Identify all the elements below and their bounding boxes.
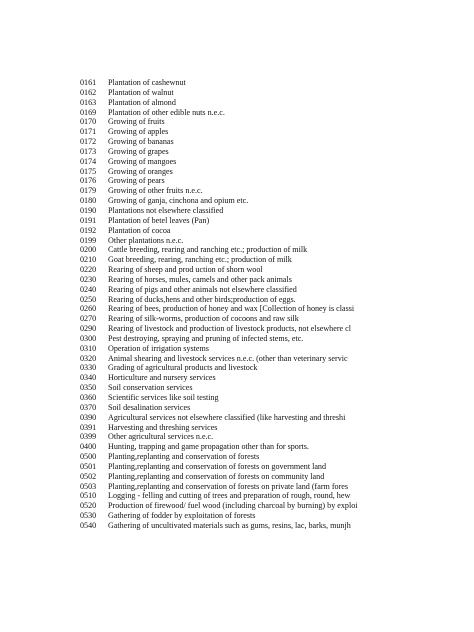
list-item — [80, 186, 470, 196]
list-item — [80, 117, 470, 127]
list-item — [80, 511, 470, 521]
industry-code: 0180 — [80, 196, 97, 206]
list-item — [80, 157, 470, 167]
list-item — [80, 432, 470, 442]
industry-description: Growing of mangoes — [108, 156, 177, 166]
industry-code: 0210 — [80, 255, 97, 265]
list-item — [80, 255, 470, 265]
list-item — [80, 127, 470, 137]
list-item — [80, 206, 470, 216]
list-item — [80, 491, 470, 501]
list-item — [80, 108, 470, 118]
list-item — [80, 226, 470, 236]
industry-description: Rearing of livestock and production of livestock products, not elsewhere cl — [108, 324, 351, 334]
industry-description: Rearing of bees, production of honey and wax [Collection of honey is classi — [108, 304, 355, 314]
industry-code: 0173 — [80, 146, 97, 156]
industry-description: Operation of irrigation systems — [108, 343, 209, 353]
industry-code: 0200 — [80, 245, 97, 255]
industry-code: 0400 — [80, 442, 97, 452]
industry-code: 0330 — [80, 363, 97, 373]
industry-description: Planting,replanting and conservation of forests on community land — [108, 471, 325, 481]
list-item — [80, 413, 470, 423]
industry-description: Planting,replanting and conservation of forests on private land (farm fores — [108, 481, 349, 491]
list-item — [80, 176, 470, 186]
list-item — [80, 88, 470, 98]
industry-code: 0340 — [80, 373, 97, 383]
industry-code: 0171 — [80, 127, 97, 137]
industry-description: Rearing of pigs and other animals not elsewhere classified — [108, 284, 297, 294]
industry-description: Plantation of walnut — [108, 87, 174, 97]
industry-code: 0161 — [80, 78, 97, 87]
industry-code: 0530 — [80, 511, 97, 521]
list-item — [80, 314, 470, 324]
list-item — [80, 442, 470, 452]
industry-description: Plantation of almond — [108, 97, 176, 107]
industry-code: 0500 — [80, 452, 97, 462]
list-item — [80, 334, 470, 344]
industry-description: Rearing of horses, mules, camels and other pack animals — [108, 274, 292, 284]
list-item — [80, 196, 470, 206]
list-item — [80, 147, 470, 157]
industry-code: 0190 — [80, 205, 97, 215]
list-item — [80, 324, 470, 334]
list-item — [80, 167, 470, 177]
list-item — [80, 501, 470, 511]
industry-code: 0163 — [80, 97, 97, 107]
list-item — [80, 245, 470, 255]
industry-code: 0162 — [80, 87, 97, 97]
industry-code: 0360 — [80, 393, 97, 402]
industry-code: 0250 — [80, 294, 97, 304]
industry-code: 0260 — [80, 304, 97, 314]
industry-code: 0370 — [80, 402, 97, 412]
industry-description: Grading of agricultural products and livestock — [108, 363, 258, 373]
industry-description: Growing of ganja, cinchona and opium etc. — [108, 196, 249, 206]
industry-description: Plantation of cocoa — [108, 225, 171, 235]
industry-description: Animal shearing and livestock services n.e.c. (other than veterinary servic — [108, 353, 348, 363]
industry-code: 0310 — [80, 343, 97, 353]
list-item — [80, 216, 470, 226]
list-item — [80, 137, 470, 147]
list-item — [80, 373, 470, 383]
industry-description: Growing of apples — [108, 127, 169, 137]
industry-code: 0199 — [80, 235, 97, 245]
industry-code: 0502 — [80, 471, 97, 481]
industry-description: Rearing of ducks,hens and other birds;production of eggs. — [108, 294, 296, 304]
industry-code: 0175 — [80, 166, 97, 176]
industry-code: 0510 — [80, 491, 97, 501]
industry-description: Planting,replanting and conservation of forests on government land — [108, 461, 327, 471]
list-item — [80, 98, 470, 108]
list-item — [80, 285, 470, 295]
industry-code: 0169 — [80, 107, 97, 117]
industry-description: Goat breeding, rearing, ranching etc.; production of milk — [108, 255, 292, 265]
list-item — [80, 265, 470, 275]
industry-description: Harvesting and threshing services — [108, 422, 218, 432]
industry-description: Growing of grapes — [108, 146, 169, 156]
industry-description: Growing of bananas — [108, 137, 174, 147]
industry-code-list — [80, 78, 470, 531]
industry-description: Agricultural services not elsewhere classified (like harvesting and threshi — [108, 412, 346, 422]
industry-code: 0270 — [80, 314, 97, 324]
industry-description: Plantation of cashewnut — [108, 78, 186, 87]
industry-description: Growing of pears — [108, 176, 165, 186]
industry-code: 0540 — [80, 520, 97, 530]
industry-description: Production of firewood/ fuel wood (including charcoal by burning) by exploi — [108, 501, 358, 511]
industry-description: Growing of oranges — [108, 166, 173, 176]
list-item — [80, 393, 470, 403]
industry-code: 0391 — [80, 422, 97, 432]
industry-code: 0300 — [80, 333, 97, 343]
industry-description: Rearing of silk-worms, production of cocoons and raw silk — [108, 314, 299, 324]
industry-description: Planting,replanting and conservation of forests — [108, 452, 260, 462]
industry-description: Horticulture and nursery services — [108, 373, 216, 383]
industry-description: Logging - felling and cutting of trees and preparation of rough, round, hew — [108, 491, 351, 501]
list-item — [80, 462, 470, 472]
industry-description: Cattle breeding, rearing and ranching etc.; production of milk — [108, 245, 308, 255]
list-item — [80, 295, 470, 305]
list-item — [80, 363, 470, 373]
list-item — [80, 482, 470, 492]
industry-description: Plantation of other edible nuts n.e.c. — [108, 107, 225, 117]
industry-description: Other plantations n.e.c. — [108, 235, 184, 245]
industry-code: 0176 — [80, 176, 97, 186]
industry-code: 0172 — [80, 137, 97, 147]
industry-code: 0174 — [80, 156, 97, 166]
list-item — [80, 521, 470, 531]
industry-code: 0503 — [80, 481, 97, 491]
industry-description: Gathering of uncultivated materials such as gums, resins, lac, barks, munjh — [108, 520, 351, 530]
list-item — [80, 236, 470, 246]
list-item — [80, 472, 470, 482]
industry-code: 0290 — [80, 324, 97, 334]
industry-description: Growing of other fruits n.e.c. — [108, 186, 203, 196]
list-item — [80, 403, 470, 413]
industry-description: Growing of fruits — [108, 117, 165, 127]
list-item — [80, 383, 470, 393]
list-item — [80, 78, 470, 88]
industry-description: Rearing of sheep and prod uction of shorn wool — [108, 265, 263, 275]
industry-description: Pest destroying, spraying and pruning of infected stems, etc. — [108, 333, 304, 343]
industry-code: 0501 — [80, 461, 97, 471]
list-item — [80, 304, 470, 314]
industry-code: 0520 — [80, 501, 97, 511]
industry-description: Soil conservation services — [108, 383, 193, 393]
industry-description: Plantation of betel leaves (Pan) — [108, 215, 210, 225]
list-item — [80, 354, 470, 364]
industry-code: 0170 — [80, 117, 97, 127]
industry-code: 0390 — [80, 412, 97, 422]
industry-description: Plantations not elsewhere classified — [108, 205, 224, 215]
list-item — [80, 275, 470, 285]
industry-description: Other agricultural services n.e.c. — [108, 432, 214, 442]
list-item — [80, 452, 470, 462]
industry-description: Hunting, trapping and game propagation other than for sports. — [108, 442, 309, 452]
list-item — [80, 344, 470, 354]
industry-description: Scientific services like soil testing — [108, 393, 219, 402]
industry-code: 0179 — [80, 186, 97, 196]
industry-description: Gathering of fodder by exploitation of forests — [108, 511, 256, 521]
industry-code: 0399 — [80, 432, 97, 442]
industry-code: 0220 — [80, 265, 97, 275]
industry-code: 0240 — [80, 284, 97, 294]
industry-code: 0320 — [80, 353, 97, 363]
industry-description: Soil desalination services — [108, 402, 191, 412]
industry-code: 0191 — [80, 215, 97, 225]
industry-code: 0350 — [80, 383, 97, 393]
industry-code: 0230 — [80, 274, 97, 284]
list-item — [80, 423, 470, 433]
industry-code: 0192 — [80, 225, 97, 235]
